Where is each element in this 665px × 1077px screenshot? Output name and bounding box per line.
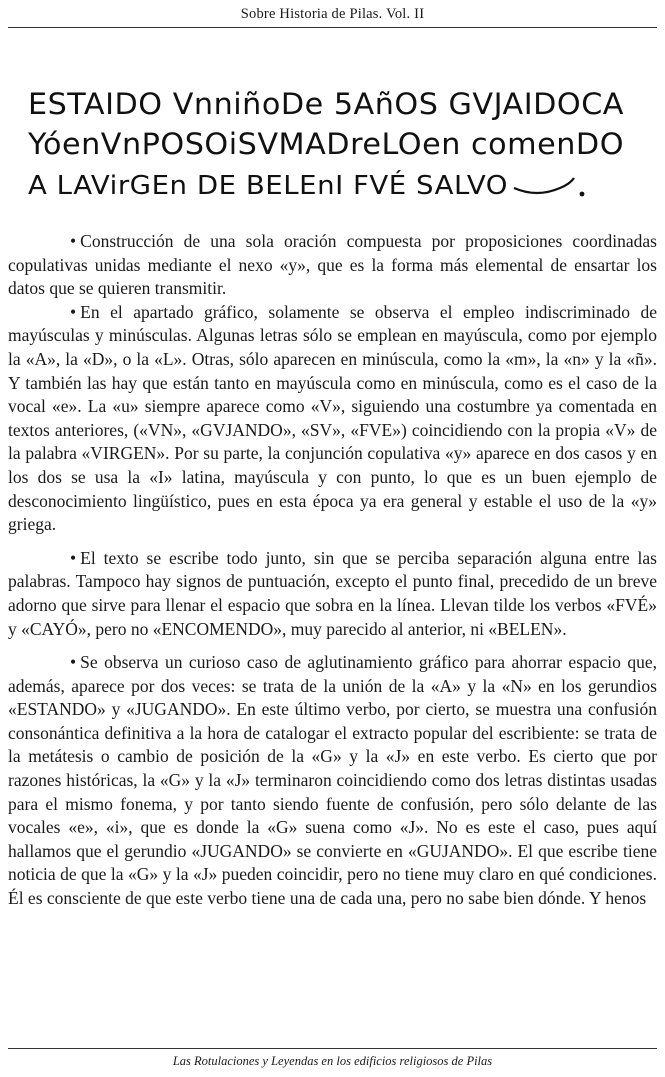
footer-rule [8,1048,657,1049]
paragraph-text: Se observa un curioso caso de aglutinamiento gráfico para ahorrar espacio que, además, aparece por dos veces: se trata de la unión de la «A» y la «N» en los gerundios «ESTANDO» y «JUGANDO». En este último verbo, por cierto, se muestra una confusión consonántica definitiva a la hora de catalogar el extracto popular del escribiente: se trata de la metátesis o cambio de posición de la «G» y la «J» en este verbo. Es cierto que por razones históricas, la «G» y la «J» terminaron coincidiendo como dos letras distintas usadas para el mismo fonema, y por tanto siendo fuente de confusión, pero sólo delante de las vocales «e», «i», que es donde la «G» suena como «J». No es este el caso, pues aquí hallamos que el gerundio «JUGANDO» se convierte en «GUJANDO». El que escribe tiene noticia de que la «G» y la «J» pueden coincidir, pero no tiene muy claro en qué condiciones. Él es consciente de que este verbo tiene una de cada una, pero no sabe bien dónde. Y henos [8,652,657,909]
running-header: Sobre Historia de Pilas. Vol. II [240,6,425,22]
paragraph-4 [8,651,657,911]
body-text [8,230,657,911]
bullet-icon: • [70,652,77,673]
paragraph-2 [8,301,657,537]
paragraph-text: El texto se escribe todo junto, sin que se perciba separación alguna entre las palabras. Tampoco hay signos de puntuación, excepto el punto final, precedido de un breve adorno que sirve para llenar el espacio que sobra en la línea. Llevan tilde los verbos «FVÉ» y «CAYÓ», pero no «ENCOMENDO», muy parecido al anterior, ni «BELEN». [8,547,657,639]
bullet-icon: • [70,547,77,568]
bullet-icon: • [70,301,77,322]
paragraph-3 [8,547,657,641]
running-footer: Las Rotulaciones y Leyendas en los edificios religiosos de Pilas [172,1054,493,1068]
inscription-line-1: ESTAIDO VnniñoDe 5AñOS GVJAIDOCA [28,87,624,121]
handwritten-inscription [22,78,642,208]
paragraph-text: Construcción de una sola oración compuesta por proposiciones coordinadas copulativas unidas mediante el nexo «y», que es la forma más elemental de ensartar los datos que se quieren transmitir. [8,231,657,299]
paragraph-1 [8,230,657,301]
header-rule [8,27,657,28]
bullet-icon: • [70,231,77,251]
inscription-line-2: YóenVnPOSOiSVMADreLOen comenDO [26,127,625,161]
decorative-flourish [514,178,574,193]
inscription-line-3: A LAVirGEn DE BELEnI FVÉ SALVO [28,171,481,201]
final-period-mark [580,192,585,197]
paragraph-text: En el apartado gráfico, solamente se observa el empleo indiscriminado de mayúsculas y minúsculas. Algunas letras sólo se emplean en mayúscula, como por ejemplo la «A», la «D», o la «L». Otras, sólo aparecen en minúscula, como la «m», la «n» y la «ñ». Y también las hay que están tanto en mayúscula como en minúscula, como es el caso de la vocal «e». La «u» siempre aparece como «V», siguiendo una costumbre ya comentada en textos anteriores, («VN», «GVJANDO», «SV», «FVE») coincidiendo con la propia «V» de la palabra «VIRGEN». Por su parte, la conjunción copulativa «y» aparece en dos casos y en los dos se usa la «I» latina, mayúscula y con punto, lo que es un buen ejemplo de desconocimiento lingüístico, pues en esta época ya era general y estable el uso de la «y» griega. [8,301,657,535]
inscription-svg [22,78,642,208]
